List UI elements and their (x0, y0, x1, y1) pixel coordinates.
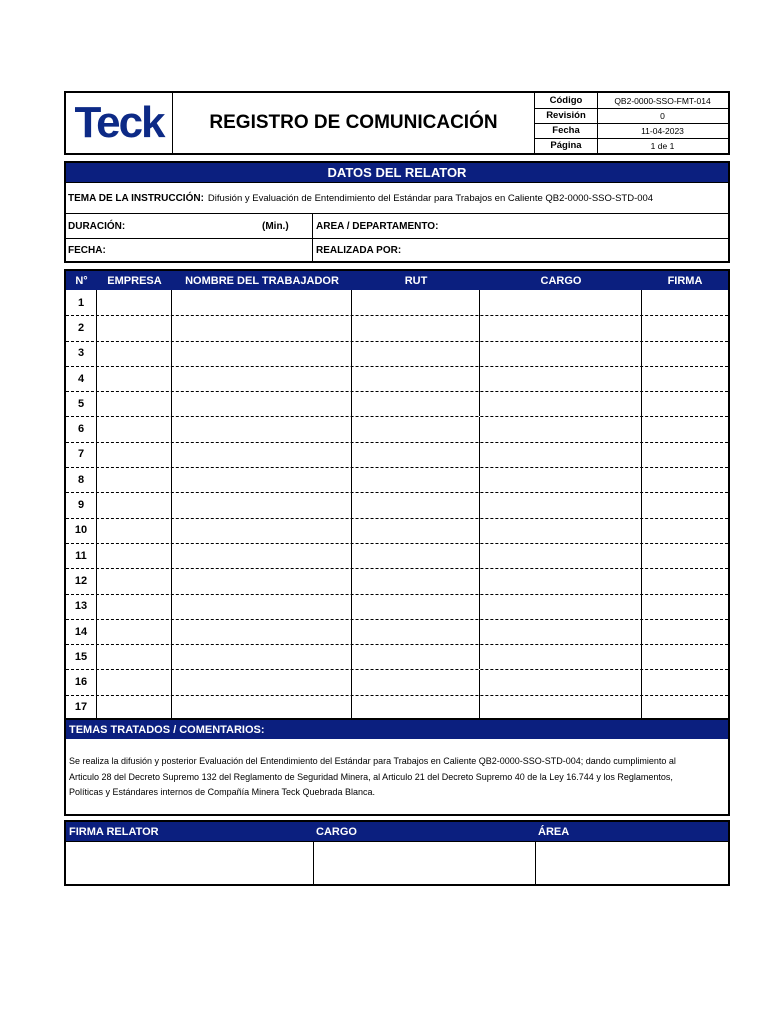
cell-nombre[interactable] (172, 670, 352, 695)
cell-num: 8 (66, 467, 97, 492)
cell-empresa[interactable] (97, 695, 172, 720)
cell-num: 6 (66, 417, 97, 442)
cell-rut[interactable] (352, 417, 480, 442)
cell-firma[interactable] (642, 543, 728, 568)
cell-cargo[interactable] (480, 290, 642, 315)
document-title: REGISTRO DE COMUNICACIÓN (173, 93, 535, 153)
cell-num: 15 (66, 644, 97, 669)
cell-nombre[interactable] (172, 417, 352, 442)
area-field[interactable] (446, 214, 726, 239)
cell-empresa[interactable] (97, 670, 172, 695)
cell-cargo[interactable] (480, 442, 642, 467)
cell-empresa[interactable] (97, 644, 172, 669)
cell-empresa[interactable] (97, 594, 172, 619)
cell-rut[interactable] (352, 518, 480, 543)
table-row (66, 442, 728, 468)
cell-empresa[interactable] (97, 442, 172, 467)
cell-nombre[interactable] (172, 644, 352, 669)
cell-num: 3 (66, 341, 97, 366)
meta-value: 1 de 1 (650, 140, 675, 151)
cell-nombre[interactable] (172, 695, 352, 720)
meta-row-pagina (535, 138, 728, 153)
cell-nombre[interactable] (172, 315, 352, 340)
meta-row-codigo (535, 93, 728, 109)
cell-firma[interactable] (642, 315, 728, 340)
cell-cargo[interactable] (480, 492, 642, 517)
cell-rut[interactable] (352, 391, 480, 416)
cell-rut[interactable] (352, 366, 480, 391)
cell-rut[interactable] (352, 568, 480, 593)
table-row (66, 670, 728, 696)
cell-num: 5 (66, 391, 97, 416)
cell-cargo[interactable] (480, 670, 642, 695)
col-cargo: CARGO (480, 271, 643, 290)
cell-num: 14 (66, 619, 97, 644)
cell-num: 13 (66, 594, 97, 619)
duracion-row (66, 213, 728, 239)
cell-nombre[interactable] (172, 341, 352, 366)
meta-value: 0 (660, 110, 665, 121)
document-meta (535, 93, 728, 153)
cell-empresa[interactable] (97, 290, 172, 315)
cell-nombre[interactable] (172, 290, 352, 315)
col-rut: RUT (352, 271, 481, 290)
cell-empresa[interactable] (97, 467, 172, 492)
cell-firma[interactable] (642, 442, 728, 467)
cell-num: 2 (66, 315, 97, 340)
col-firma: FIRMA (642, 271, 728, 290)
cell-cargo[interactable] (480, 594, 642, 619)
cell-nombre[interactable] (172, 543, 352, 568)
cell-cargo[interactable] (480, 417, 642, 442)
table-row (66, 391, 728, 417)
cell-firma[interactable] (642, 568, 728, 593)
cell-nombre[interactable] (172, 594, 352, 619)
cell-empresa[interactable] (97, 619, 172, 644)
cell-num: 9 (66, 492, 97, 517)
meta-value: QB2-0000-SSO-FMT-014 (614, 95, 711, 106)
cell-empresa[interactable] (97, 492, 172, 517)
table-row (66, 543, 728, 569)
cell-num: 4 (66, 366, 97, 391)
table-row (66, 366, 728, 392)
cell-cargo[interactable] (480, 543, 642, 568)
cell-nombre[interactable] (172, 568, 352, 593)
cell-cargo[interactable] (480, 644, 642, 669)
cell-num: 10 (66, 518, 97, 543)
realizada-label: REALIZADA POR: (316, 245, 402, 256)
cargo-label: CARGO (316, 825, 357, 838)
table-row (66, 594, 728, 620)
comments-title: TEMAS TRATADOS / COMENTARIOS: (66, 720, 728, 739)
cell-firma[interactable] (642, 695, 728, 720)
table-row (66, 644, 728, 670)
firma-relator-label: FIRMA RELATOR (69, 825, 159, 838)
cell-firma[interactable] (642, 467, 728, 492)
workers-table (64, 269, 730, 719)
meta-row-fecha (535, 123, 728, 139)
table-header (66, 271, 728, 290)
cell-firma[interactable] (642, 644, 728, 669)
cell-nombre[interactable] (172, 467, 352, 492)
cell-firma[interactable] (642, 341, 728, 366)
cell-cargo[interactable] (480, 568, 642, 593)
cell-empresa[interactable] (97, 518, 172, 543)
fecha-label: FECHA: (68, 245, 106, 256)
cell-cargo[interactable] (480, 341, 642, 366)
cell-rut[interactable] (352, 670, 480, 695)
relator-section (64, 161, 730, 263)
cell-rut[interactable] (352, 467, 480, 492)
realizada-field[interactable] (416, 239, 726, 262)
logo-cell (66, 93, 173, 153)
tema-label: TEMA DE LA INSTRUCCIÓN: (68, 193, 204, 204)
meta-row-revision (535, 108, 728, 124)
cell-cargo[interactable] (480, 391, 642, 416)
comment-line: Políticas y Estándares internos de Compañía Minera Teck Quebrada Blanca. (69, 787, 375, 797)
meta-key: Revisión (535, 108, 598, 123)
cell-rut[interactable] (352, 290, 480, 315)
cell-firma[interactable] (642, 518, 728, 543)
table-row (66, 467, 728, 493)
cell-empresa[interactable] (97, 341, 172, 366)
cell-rut[interactable] (352, 442, 480, 467)
area-label: ÁREA (538, 825, 570, 838)
cell-cargo[interactable] (480, 619, 642, 644)
cell-firma[interactable] (642, 492, 728, 517)
cell-nombre[interactable] (172, 492, 352, 517)
comments-section (64, 718, 730, 816)
cell-firma[interactable] (642, 391, 728, 416)
cell-num: 16 (66, 670, 97, 695)
cell-rut[interactable] (352, 619, 480, 644)
cell-num: 1 (66, 290, 97, 315)
cell-firma[interactable] (642, 417, 728, 442)
meta-value: 11-04-2023 (641, 125, 684, 136)
cell-cargo[interactable] (480, 695, 642, 720)
meta-key: Código (535, 93, 598, 108)
col-empresa: EMPRESA (97, 271, 173, 290)
col-nombre: NOMBRE DEL TRABAJADOR (172, 271, 353, 290)
cell-cargo[interactable] (480, 518, 642, 543)
cell-cargo[interactable] (480, 315, 642, 340)
cell-rut[interactable] (352, 695, 480, 720)
signature-section (64, 820, 730, 886)
cell-rut[interactable] (352, 543, 480, 568)
col-num: N° (66, 271, 98, 290)
comment-line: Se realiza la difusión y posterior Evaluación del Entendimiento del Estándar para Trabajos en Caliente QB2-0000-SSO-STD-004; dando cumplimiento al (69, 756, 676, 766)
tema-row (66, 182, 728, 214)
cell-num: 11 (66, 543, 97, 568)
duracion-label: DURACIÓN: (68, 221, 126, 232)
meta-key: Página (535, 138, 598, 153)
table-row (66, 518, 728, 544)
min-label: (Min.) (262, 221, 289, 232)
tema-value[interactable]: Difusión y Evaluación de Entendimiento del Estándar para Trabajos en Caliente QB2-0000-SSO-STD-004 (207, 193, 654, 204)
document-header (64, 91, 730, 155)
cell-firma[interactable] (642, 670, 728, 695)
cell-rut[interactable] (352, 492, 480, 517)
fecha-field[interactable] (126, 239, 306, 262)
cell-empresa[interactable] (97, 568, 172, 593)
cell-empresa[interactable] (97, 366, 172, 391)
cell-cargo[interactable] (480, 467, 642, 492)
cell-nombre[interactable] (172, 442, 352, 467)
cell-num: 12 (66, 568, 97, 593)
cell-empresa[interactable] (97, 315, 172, 340)
firma-relator-field[interactable] (66, 842, 313, 884)
cell-rut[interactable] (352, 341, 480, 366)
cell-nombre[interactable] (172, 518, 352, 543)
cell-empresa[interactable] (97, 417, 172, 442)
cargo-field[interactable] (314, 842, 535, 884)
cell-firma[interactable] (642, 290, 728, 315)
table-row (66, 341, 728, 367)
cell-nombre[interactable] (172, 391, 352, 416)
cell-firma[interactable] (642, 619, 728, 644)
area-field[interactable] (536, 842, 728, 884)
cell-empresa[interactable] (97, 543, 172, 568)
signature-header (66, 822, 728, 841)
area-label: AREA / DEPARTAMENTO: (316, 221, 439, 232)
cell-nombre[interactable] (172, 366, 352, 391)
cell-num: 17 (66, 695, 97, 720)
cell-cargo[interactable] (480, 366, 642, 391)
cell-rut[interactable] (352, 644, 480, 669)
cell-firma[interactable] (642, 366, 728, 391)
cell-nombre[interactable] (172, 619, 352, 644)
teck-logo: Teck (74, 98, 164, 147)
table-row (66, 492, 728, 518)
meta-key: Fecha (535, 123, 598, 138)
table-row (66, 568, 728, 594)
cell-empresa[interactable] (97, 391, 172, 416)
cell-rut[interactable] (352, 315, 480, 340)
table-row (66, 417, 728, 443)
cell-firma[interactable] (642, 594, 728, 619)
cell-num: 7 (66, 442, 97, 467)
cell-rut[interactable] (352, 594, 480, 619)
fecha-row (66, 238, 728, 262)
table-row (66, 315, 728, 341)
table-row (66, 619, 728, 645)
table-row (66, 290, 728, 316)
comments-text[interactable] (69, 754, 725, 801)
comment-line: Articulo 28 del Decreto Supremo 132 del Reglamento de Seguridad Minera, al Articulo 21 del Decreto Supremo 40 de la Ley 16.744 y los Reglamentos, (69, 771, 673, 782)
relator-section-title: DATOS DEL RELATOR (66, 163, 728, 182)
